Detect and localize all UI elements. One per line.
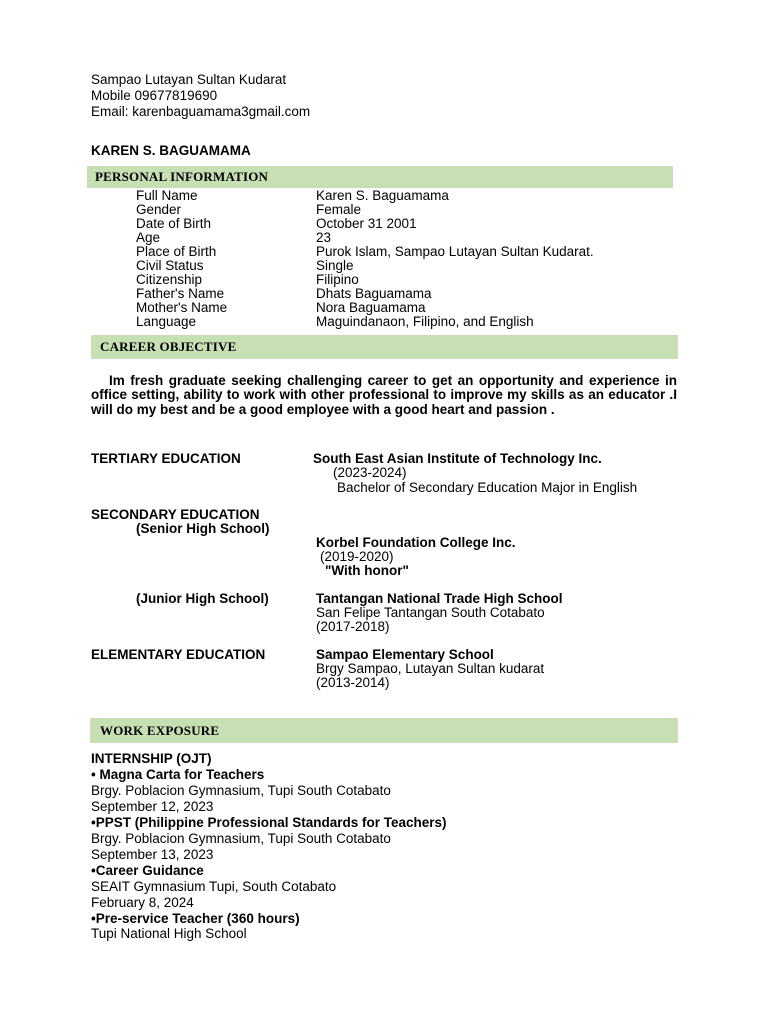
info-row [0,203,768,217]
career-objective-text: Im fresh graduate seeking challenging career to get an opportunity and experience in office setting, ability to work with other professional to improve my skills as an educator .I will do my best and be a good employee with a good heart and passion . [91,373,677,417]
senior-high-years: (2019-2020) [320,549,394,564]
info-label: Language [136,314,197,329]
info-row [0,273,768,287]
work-item-title: •Career Guidance [91,863,204,878]
info-value: Nora Baguamama [316,300,426,315]
info-row [0,217,768,231]
elementary-label: ELEMENTARY EDUCATION [91,647,266,662]
info-label: Full Name [136,188,198,203]
info-row [0,231,768,245]
work-item-title: •PPST (Philippine Professional Standards for Teachers) [91,815,447,830]
info-label: Mother's Name [136,300,228,315]
career-objective-header: CAREER OBJECTIVE [91,335,678,359]
info-value: Filipino [316,272,359,287]
junior-high-address: San Felipe Tantangan South Cotabato [316,605,545,620]
info-label: Father's Name [136,286,225,301]
work-item-title: • Magna Carta for Teachers [91,767,265,782]
contact-address: Sampao Lutayan Sultan Kudarat [91,72,287,87]
info-value: 23 [316,230,332,245]
info-row [0,287,768,301]
info-value: Dhats Baguamama [316,286,432,301]
info-value: Purok Islam, Sampao Lutayan Sultan Kudarat. [316,244,594,259]
internship-title: INTERNSHIP (OJT) [91,751,212,766]
work-item-date: September 12, 2023 [91,799,214,814]
elementary-school: Sampao Elementary School [316,647,494,662]
personal-info-header: PERSONAL INFORMATION [87,166,673,188]
work-item-place: Brgy. Poblacion Gymnasium, Tupi South Cotabato [91,783,391,798]
work-item-date: September 13, 2023 [91,847,214,862]
senior-high-school: Korbel Foundation College Inc. [316,535,516,550]
tertiary-degree: Bachelor of Secondary Education Major in English [337,480,638,495]
elementary-address: Brgy Sampao, Lutayan Sultan kudarat [316,661,545,676]
work-item-date: February 8, 2024 [91,895,194,910]
info-label: Age [136,230,161,245]
work-item-place: SEAIT Gymnasium Tupi, South Cotabato [91,879,337,894]
info-value: Maguindanaon, Filipino, and English [316,314,534,329]
contact-email: Email: karenbaguamama3gmail.com [91,104,311,119]
junior-high-years: (2017-2018) [316,619,390,634]
info-label: Civil Status [136,258,204,273]
secondary-label: SECONDARY EDUCATION [91,507,260,522]
contact-mobile: Mobile 09677819690 [91,88,218,103]
senior-high-honor: "With honor" [325,563,409,578]
personal-info-table [0,189,768,333]
info-value: Karen S. Baguamama [316,188,449,203]
info-value: Single [316,258,354,273]
elementary-years: (2013-2014) [316,675,390,690]
name-heading: KAREN S. BAGUAMAMA [91,143,251,158]
senior-high-label: (Senior High School) [136,521,270,536]
info-value: Female [316,202,362,217]
junior-high-label: (Junior High School) [136,591,269,606]
work-item-title: •Pre-service Teacher (360 hours) [91,911,300,926]
junior-high-school: Tantangan National Trade High School [316,591,563,606]
tertiary-label: TERTIARY EDUCATION [91,451,241,466]
work-item-place: Tupi National High School [91,926,247,941]
tertiary-years: (2023-2024) [333,465,407,480]
info-row [0,189,768,203]
info-value: October 31 2001 [316,216,417,231]
info-row [0,315,768,329]
work-item-place: Brgy. Poblacion Gymnasium, Tupi South Cotabato [91,831,391,846]
info-row [0,245,768,259]
info-label: Date of Birth [136,216,212,231]
info-row [0,259,768,273]
info-label: Place of Birth [136,244,217,259]
work-exposure-header: WORK EXPOSURE [90,718,678,743]
tertiary-school: South East Asian Institute of Technology Inc. [313,451,602,466]
info-label: Citizenship [136,272,203,287]
info-row [0,301,768,315]
info-label: Gender [136,202,182,217]
